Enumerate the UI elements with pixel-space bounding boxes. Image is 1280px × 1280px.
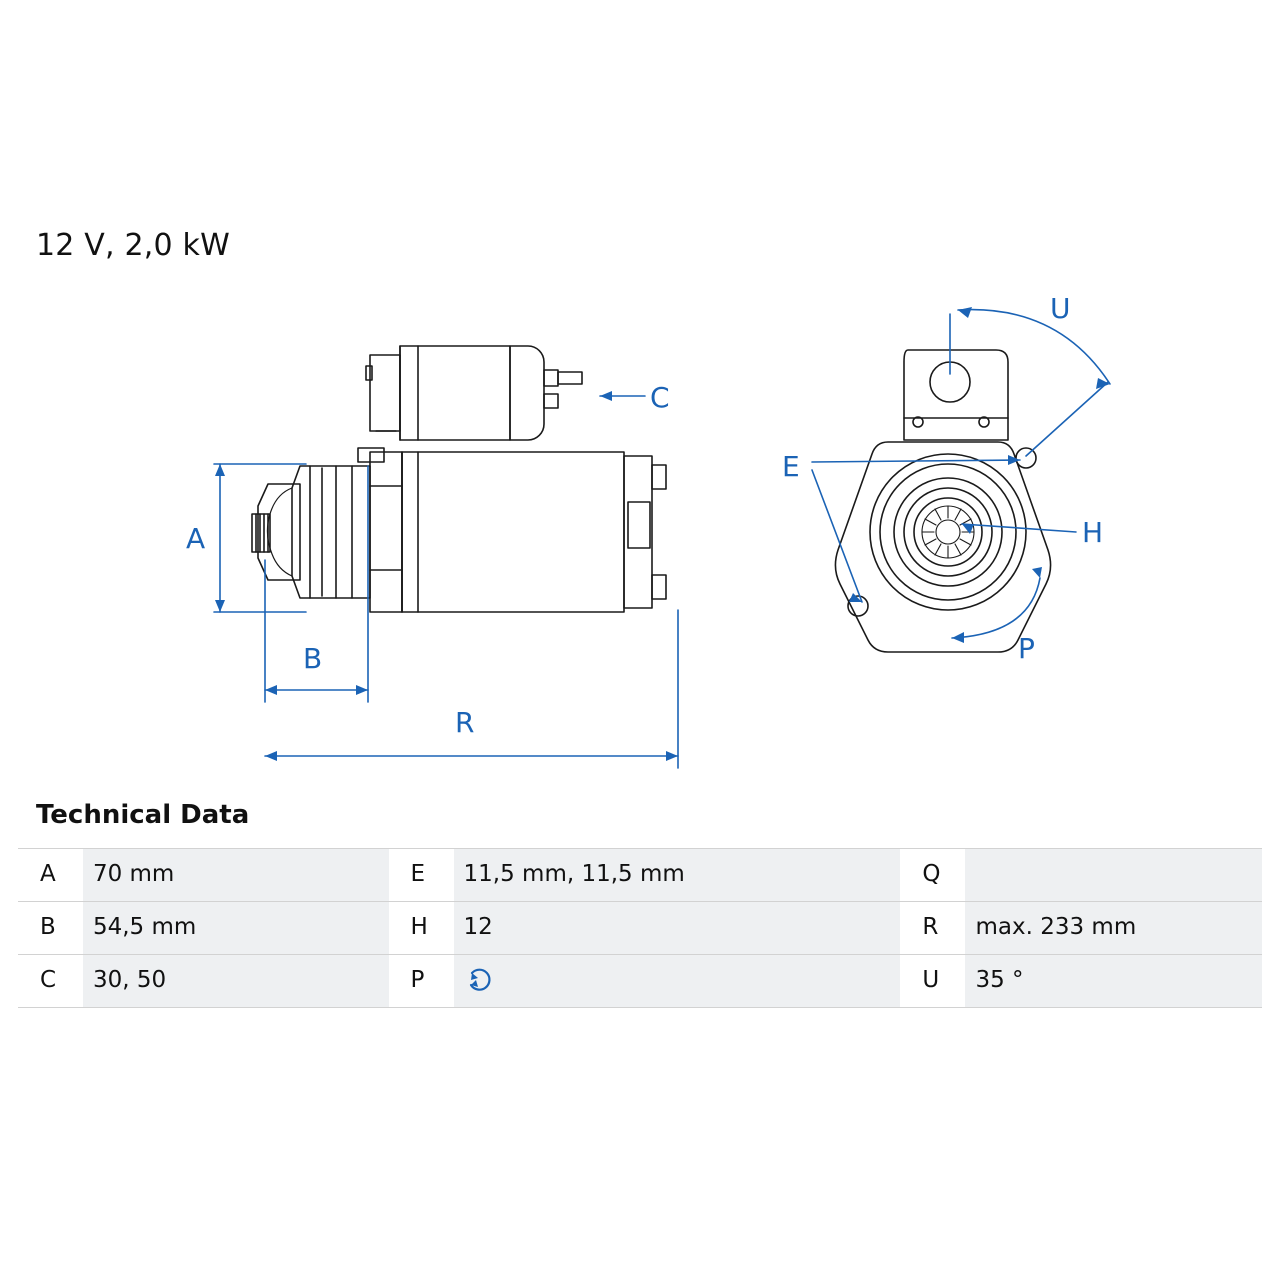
row-key-q: Q (900, 849, 965, 902)
table-row (18, 849, 1262, 902)
row-key-c: C (18, 955, 83, 1008)
row-value-a: 70 mm (83, 849, 389, 902)
dimension-label-c: C (650, 381, 670, 414)
row-value-b: 54,5 mm (83, 902, 389, 955)
dimension-label-u: U (1050, 292, 1071, 325)
page-title: 12 V, 2,0 kW (36, 228, 230, 263)
table-row (18, 902, 1262, 955)
row-value-u: 35 ° (965, 955, 1262, 1008)
technical-data-heading: Technical Data (36, 800, 250, 830)
dimension-label-p: P (1018, 632, 1035, 665)
callout-u (950, 307, 1110, 456)
dimension-label-e: E (782, 450, 800, 483)
rotation-clockwise-icon (464, 965, 498, 995)
row-key-b: B (18, 902, 83, 955)
dimension-r (265, 610, 678, 768)
row-value-q (965, 849, 1262, 902)
row-value-p (454, 955, 901, 1008)
dimension-label-h: H (1082, 516, 1104, 549)
callout-c (600, 391, 645, 401)
dimension-label-b: B (303, 642, 323, 675)
row-value-e: 11,5 mm, 11,5 mm (454, 849, 901, 902)
row-key-a: A (18, 849, 83, 902)
dimension-label-r: R (455, 706, 475, 739)
callout-h (962, 524, 1076, 534)
table-row (18, 955, 1262, 1008)
row-key-r: R (900, 902, 965, 955)
row-key-p: P (389, 955, 454, 1008)
technical-data-table (18, 848, 1262, 1008)
row-key-u: U (900, 955, 965, 1008)
side-view-drawing (186, 346, 678, 768)
row-value-r: max. 233 mm (965, 902, 1262, 955)
front-view-drawing (782, 292, 1110, 665)
row-key-h: H (389, 902, 454, 955)
starter-motor-technical-drawing (0, 270, 1280, 790)
dimension-label-a: A (186, 522, 206, 555)
row-value-c: 30, 50 (83, 955, 389, 1008)
row-key-e: E (389, 849, 454, 902)
row-value-h: 12 (454, 902, 901, 955)
